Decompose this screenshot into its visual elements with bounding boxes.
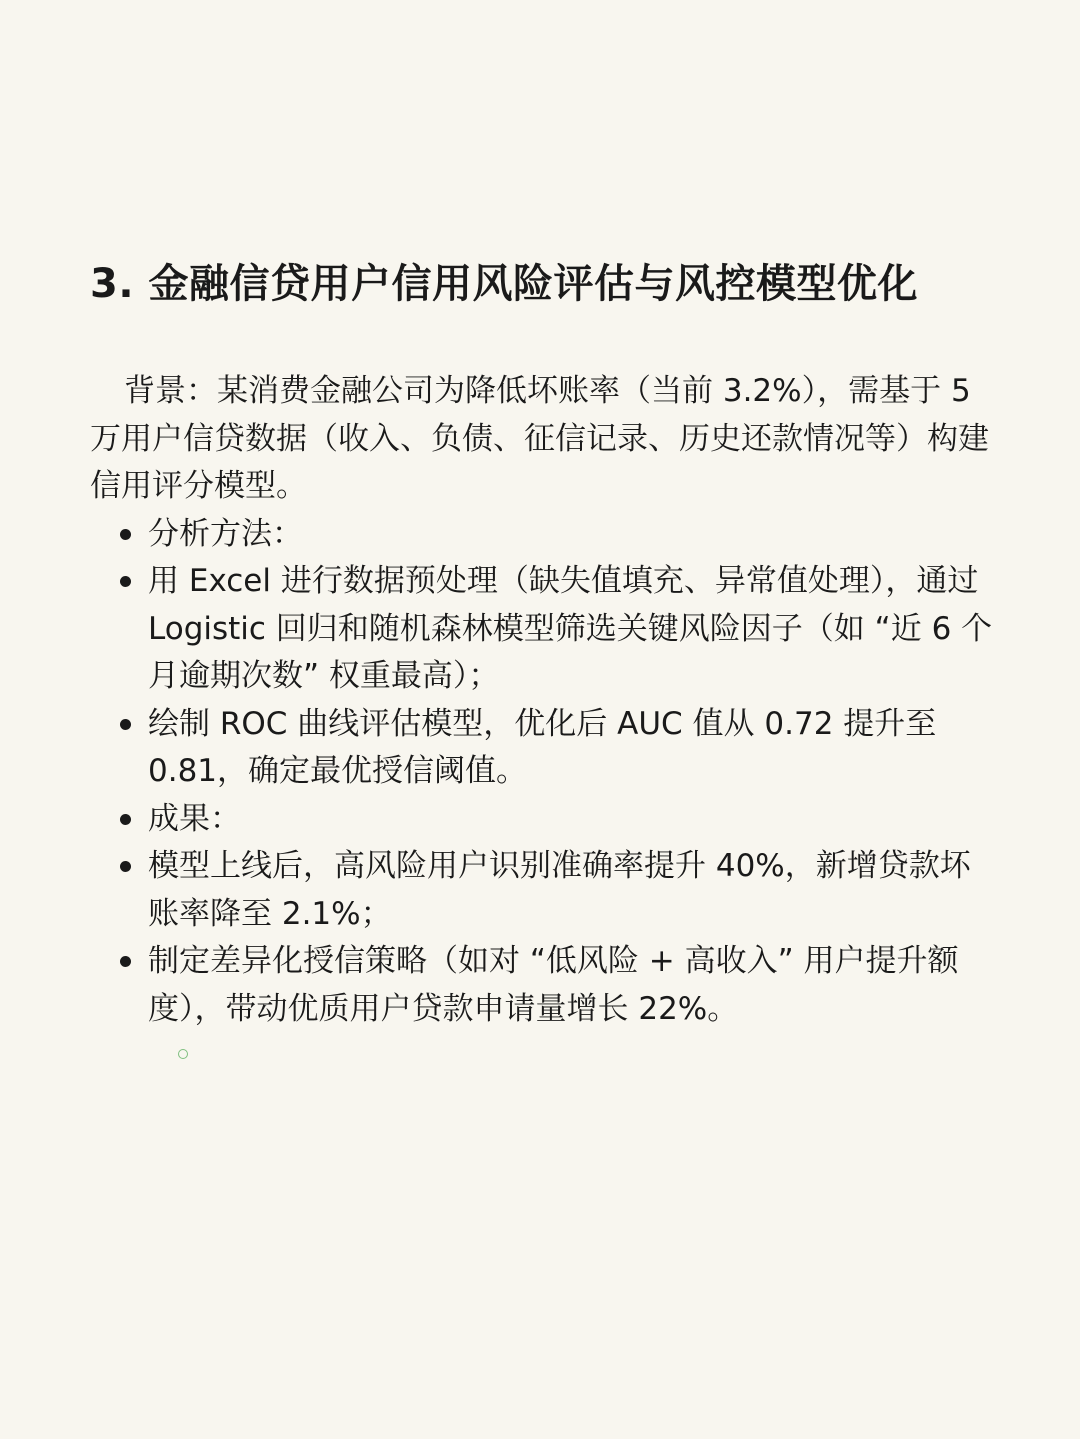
bullet-item-preprocessing bbox=[90, 558, 995, 701]
document-title: 3. 金融信贷用户信用风险评估与风控模型优化 bbox=[90, 261, 918, 307]
bullet-item-roc bbox=[90, 701, 995, 796]
bullet-dot-icon bbox=[120, 956, 131, 967]
bullet-text: 模型上线后，高风险用户识别准确率提升 40%，新增贷款坏账率降至 2.1%； bbox=[148, 848, 971, 932]
bullet-item-strategy bbox=[90, 938, 995, 1033]
bullet-text: 分析方法： bbox=[148, 515, 303, 552]
bullet-text: 用 Excel 进行数据预处理（缺失值填充、异常值处理），通过 Logistic 回归和随机森林模型筛选关键风险因子（如 “近 6 个月逾期次数” 权重最高）； bbox=[148, 563, 993, 694]
bullet-dot-icon bbox=[120, 719, 131, 730]
document-body bbox=[90, 368, 995, 1033]
small-circle-mark-icon bbox=[178, 1049, 188, 1059]
bullet-text: 绘制 ROC 曲线评估模型，优化后 AUC 值从 0.72 提升至 0.81，确定最优授信阈值。 bbox=[148, 705, 937, 789]
bullet-item-results-heading bbox=[90, 796, 995, 844]
bullet-text: 制定差异化授信策略（如对 “低风险 + 高收入” 用户提升额度），带动优质用户贷款申请量增长 22%。 bbox=[148, 943, 959, 1027]
background-paragraph: 背景：某消费金融公司为降低坏账率（当前 3.2%），需基于 5 万用户信贷数据（收入、负债、征信记录、历史还款情况等）构建信用评分模型。 bbox=[90, 373, 989, 504]
bullet-dot-icon bbox=[120, 576, 131, 587]
bullet-dot-icon bbox=[120, 814, 131, 825]
bullet-item-analysis-heading bbox=[90, 511, 995, 559]
bullet-dot-icon bbox=[120, 529, 131, 540]
bullet-list bbox=[90, 511, 995, 1034]
bullet-item-accuracy bbox=[90, 843, 995, 938]
bullet-text: 成果： bbox=[148, 800, 241, 837]
bullet-dot-icon bbox=[120, 861, 131, 872]
